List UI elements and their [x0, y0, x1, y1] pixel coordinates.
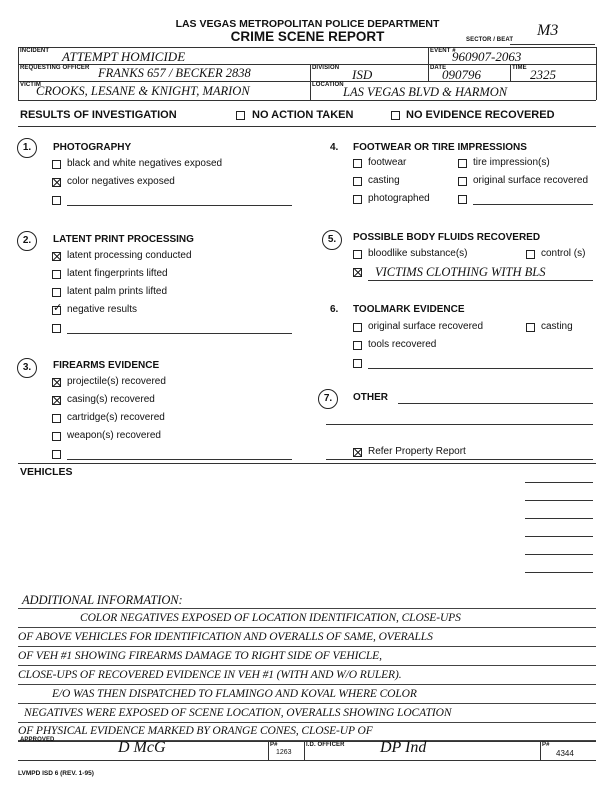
incident-value: ATTEMPT HOMICIDE	[62, 49, 186, 64]
results-title: RESULTS OF INVESTIGATION	[20, 109, 177, 121]
requesting-officer-label: REQUESTING OFFICER	[20, 65, 90, 71]
firearms-title: FIREARMS EVIDENCE	[53, 360, 160, 371]
photographed-checkbox[interactable]	[353, 195, 362, 204]
toolmark-other-checkbox[interactable]	[353, 359, 362, 368]
vehicles-title: VEHICLES	[20, 466, 73, 478]
photography-title: PHOTOGRAPHY	[53, 142, 132, 153]
sector-beat-label: SECTOR / BEAT	[466, 37, 514, 43]
time-value: 2325	[530, 67, 556, 82]
additional-info-line: E/O WAS THEN DISPATCHED TO FLAMINGO AND KOVAL WHERE COLOR	[52, 688, 417, 700]
weapons-checkbox[interactable]	[52, 432, 61, 441]
photographed-label: photographed	[368, 193, 430, 204]
incident-label: INCIDENT	[20, 48, 50, 54]
additional-info-line: NEGATIVES WERE EXPOSED OF SCENE LOCATION, OVERALLS SHOWING LOCATION	[24, 707, 452, 719]
latent-palm-checkbox[interactable]	[52, 288, 61, 297]
footwear-title: FOOTWEAR OR TIRE IMPRESSIONS	[353, 142, 527, 153]
tools-recovered-checkbox[interactable]	[353, 341, 362, 350]
id-officer-p-label: P#	[542, 742, 550, 748]
additional-info-line: OF PHYSICAL EVIDENCE MARKED BY ORANGE CONES, CLOSE-UP OF	[18, 725, 373, 737]
tool-casting-checkbox[interactable]	[526, 323, 535, 332]
cartridges-label: cartridge(s) recovered	[67, 412, 165, 423]
report-title: CRIME SCENE REPORT	[230, 29, 385, 44]
casting-label: casting	[368, 175, 400, 186]
negative-results-checkbox[interactable]	[52, 306, 61, 315]
requesting-officer-value: FRANKS 657 / BECKER 2838	[98, 66, 251, 80]
bw-negatives-label: black and white negatives exposed	[67, 158, 223, 169]
date-value: 090796	[442, 67, 481, 82]
section-6-number: 6.	[330, 304, 339, 315]
casings-label: casing(s) recovered	[67, 394, 155, 405]
latent-fingerprints-checkbox[interactable]	[52, 270, 61, 279]
no-action-label: NO ACTION TAKEN	[252, 109, 354, 121]
tire-impression-checkbox[interactable]	[458, 159, 467, 168]
fluids-title: POSSIBLE BODY FLUIDS RECOVERED	[353, 232, 541, 243]
approved-p-value: 1263	[276, 749, 292, 756]
approved-label: APPROVED	[20, 737, 55, 743]
form-id: LVMPD ISD 6 (REV. 1-95)	[18, 770, 94, 777]
no-action-checkbox[interactable]	[236, 111, 245, 120]
refer-property-label: Refer Property Report	[368, 446, 466, 457]
cartridges-checkbox[interactable]	[52, 414, 61, 423]
victim-value: CROOKS, LESANE & KNIGHT, MARION	[36, 84, 250, 98]
projectiles-label: projectile(s) recovered	[67, 376, 166, 387]
approved-p-label: P#	[270, 742, 278, 748]
section-5-number: 5.	[322, 230, 342, 250]
sector-beat-value: M3	[537, 22, 559, 39]
additional-info-line: OF ABOVE VEHICLES FOR IDENTIFICATION AND OVERALLS OF SAME, OVERALLS	[18, 631, 433, 643]
tire-impression-label: tire impression(s)	[473, 157, 550, 168]
footwear-label: footwear	[368, 157, 407, 168]
firearms-other-checkbox[interactable]	[52, 450, 61, 459]
negative-results-label: negative results	[67, 304, 138, 315]
projectiles-checkbox[interactable]	[52, 378, 61, 387]
section-3-number: 3.	[17, 358, 37, 378]
location-value: LAS VEGAS BLVD & HARMON	[343, 85, 508, 99]
color-negatives-checkbox[interactable]	[52, 178, 61, 187]
latent-processing-label: latent processing conducted	[67, 250, 192, 261]
tools-recovered-label: tools recovered	[368, 339, 437, 350]
victim-label: VICTIM	[20, 82, 41, 88]
photography-other-checkbox[interactable]	[52, 196, 61, 205]
event-label: EVENT #	[430, 48, 456, 54]
color-negatives-label: color negatives exposed	[67, 176, 175, 187]
date-label: DATE	[430, 65, 447, 71]
additional-info-line: OF VEH #1 SHOWING FIREARMS DAMAGE TO RIGHT SIDE OF VEHICLE,	[18, 650, 382, 662]
original-surface-checkbox[interactable]	[458, 177, 467, 186]
no-evidence-label: NO EVIDENCE RECOVERED	[406, 109, 555, 121]
additional-info-heading: ADDITIONAL INFORMATION:	[22, 593, 183, 607]
division-value: ISD	[352, 67, 373, 82]
bw-negatives-checkbox[interactable]	[52, 160, 61, 169]
tool-casting-label: casting	[541, 321, 573, 332]
toolmark-title: TOOLMARK EVIDENCE	[353, 304, 465, 315]
time-label: TIME	[512, 65, 527, 71]
id-officer-signature: DP Ind	[380, 739, 427, 756]
footwear-checkbox[interactable]	[353, 159, 362, 168]
bloodlike-checkbox[interactable]	[353, 250, 362, 259]
event-value: 960907-2063	[452, 49, 522, 64]
control-label: control (s)	[541, 248, 586, 259]
tool-original-surface-label: original surface recovered	[368, 321, 484, 332]
control-checkbox[interactable]	[526, 250, 535, 259]
section-4-number: 4.	[330, 142, 339, 153]
location-label: LOCATION	[312, 82, 344, 88]
latent-palm-label: latent palm prints lifted	[67, 286, 168, 297]
latent-fingerprints-label: latent fingerprints lifted	[67, 268, 168, 279]
casings-checkbox[interactable]	[52, 396, 61, 405]
refer-property-checkbox[interactable]	[353, 448, 362, 457]
latent-other-checkbox[interactable]	[52, 324, 61, 333]
fluids-other-checkbox[interactable]	[353, 268, 362, 277]
tool-original-surface-checkbox[interactable]	[353, 323, 362, 332]
additional-info-line: CLOSE-UPS OF RECOVERED EVIDENCE IN VEH #1 (WITH AND W/O RULER).	[18, 669, 402, 681]
id-officer-p-value: 4344	[556, 749, 574, 758]
footwear-other-checkbox[interactable]	[458, 195, 467, 204]
original-surface-label: original surface recovered	[473, 175, 589, 186]
casting-checkbox[interactable]	[353, 177, 362, 186]
additional-info-line: COLOR NEGATIVES EXPOSED OF LOCATION IDENTIFICATION, CLOSE-UPS	[80, 612, 461, 624]
division-label: DIVISION	[312, 65, 340, 71]
latent-title: LATENT PRINT PROCESSING	[53, 234, 194, 245]
bloodlike-label: bloodlike substance(s)	[368, 248, 468, 259]
section-7-number: 7.	[318, 389, 338, 409]
weapons-label: weapon(s) recovered	[67, 430, 161, 441]
approved-signature: D McG	[118, 739, 166, 756]
section-1-number: 1.	[17, 138, 37, 158]
section-2-number: 2.	[17, 231, 37, 251]
department-name: LAS VEGAS METROPOLITAN POLICE DEPARTMENT	[175, 18, 440, 30]
other-title: OTHER	[353, 392, 388, 403]
id-officer-label: I.D. OFFICER	[306, 742, 345, 748]
latent-processing-checkbox[interactable]	[52, 252, 61, 261]
no-evidence-checkbox[interactable]	[391, 111, 400, 120]
fluids-handwritten: VICTIMS CLOTHING WITH BLS	[375, 265, 546, 279]
